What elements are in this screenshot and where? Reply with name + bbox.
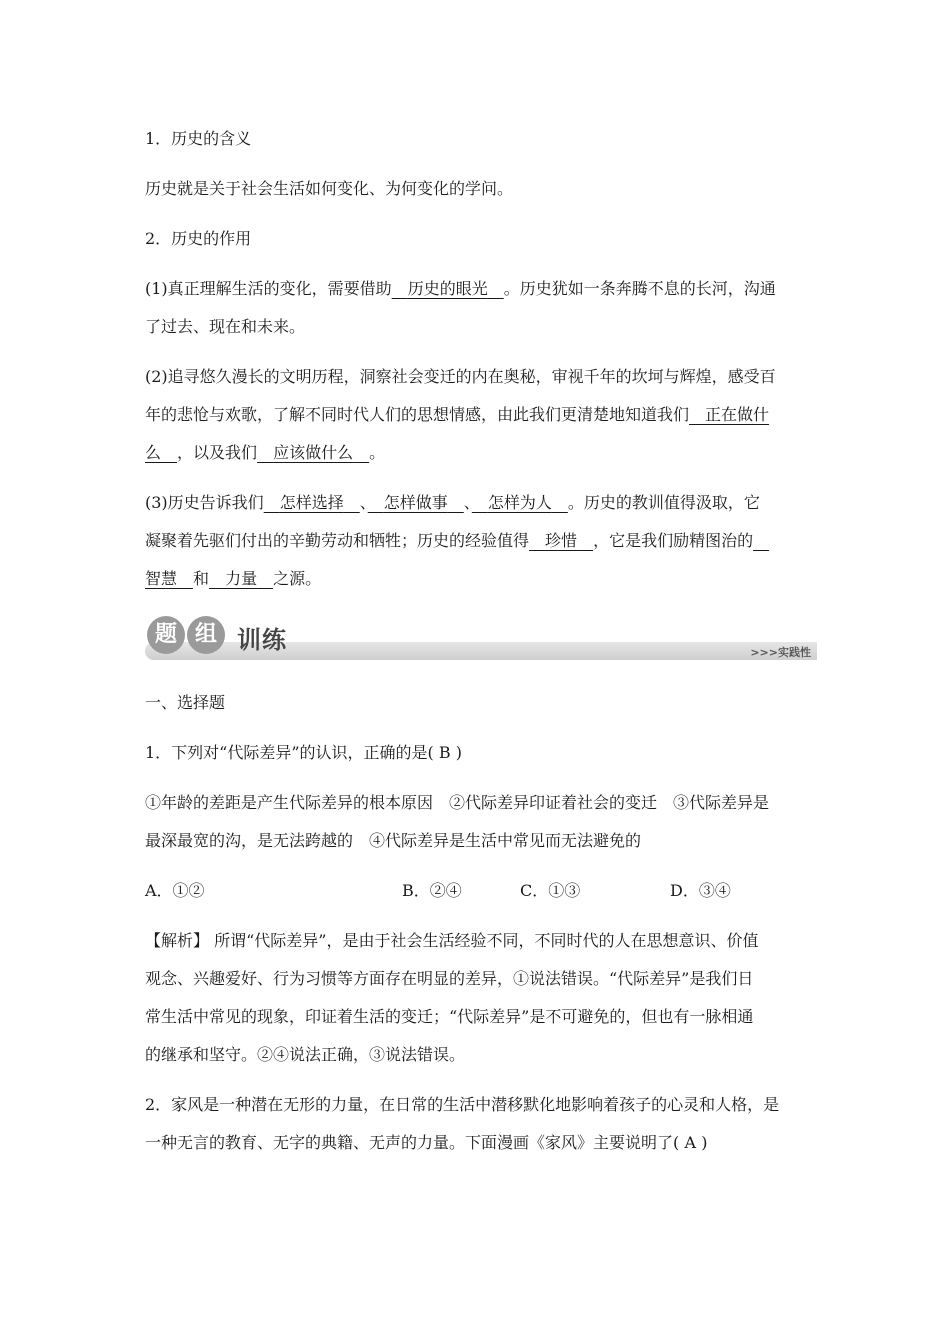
banner-title: 训练: [237, 626, 287, 654]
blank-answer: 智慧: [145, 569, 178, 588]
paragraph-history-definition: 历史就是关于社会生活如何变化、为何变化的学问。: [145, 179, 514, 198]
section-heading-choice: 一、选择题: [145, 693, 226, 712]
text: ，它是我们励精图治的: [593, 531, 754, 550]
blank-answer: 么: [145, 443, 162, 462]
banner-circle-2: 组: [187, 616, 225, 654]
text: 。: [369, 443, 386, 462]
fill-blank: [264, 493, 360, 512]
explanation-line-1: 【解析】 所谓“代际差异”，是由于社会生活经验不同，不同时代的人在思想意识、价值: [145, 931, 759, 950]
fill-blank: [145, 569, 193, 588]
text: (3)历史告诉我们: [145, 493, 264, 512]
text: 、: [463, 493, 472, 512]
answer-mark: A: [684, 1133, 697, 1152]
text: 1．下列对“代际差异”的认识，正确的是(: [145, 743, 434, 762]
banner-tag: >>>实践性: [750, 646, 811, 659]
text: 。历史犹如一条奔腾不息的长河，沟通: [503, 279, 776, 298]
explanation-line-2: 观念、兴趣爱好、行为习惯等方面存在明显的差异，①说法错误。“代际差异”是我们日: [145, 969, 754, 988]
blank-answer: 历史的眼光: [407, 279, 488, 298]
fill-blank: [145, 443, 177, 462]
blank-answer: 正在做什: [705, 405, 770, 424]
question-2-line-2: [145, 1132, 708, 1154]
paragraph-role-1-line-1: [145, 278, 776, 300]
text: 和: [193, 569, 210, 588]
question-1-statements-line-2: 最深最宽的沟，是无法跨越的 ④代际差异是生活中常见而无法避免的: [145, 831, 642, 850]
paragraph-role-2-line-3: [145, 442, 385, 464]
banner-circle-1: 题: [147, 616, 185, 654]
paragraph-role-2-line-1: (2)追寻悠久漫长的文明历程，洞察社会变迁的内在奥秘，审视千年的坎坷与辉煌，感受百: [145, 367, 776, 386]
text: ，以及我们: [177, 443, 258, 462]
fill-blank: [689, 405, 769, 424]
choice-b: B．②④: [402, 881, 462, 900]
text: 年的悲怆与欢歌，了解不同时代人们的思想情感，由此我们更清楚地知道我们: [145, 405, 690, 424]
blank-answer: 怎样为人: [487, 493, 552, 512]
answer-mark: B: [438, 743, 451, 762]
paragraph-role-3-line-3: [145, 568, 321, 590]
blank-answer: 怎样选择: [279, 493, 344, 512]
text: 之源。: [273, 569, 322, 588]
paragraph-role-2-line-2: [145, 404, 769, 426]
text: 。历史的教训值得汲取，它: [567, 493, 760, 512]
paragraph-role-3-line-1: [145, 492, 760, 514]
choice-c: C．①③: [520, 881, 581, 900]
question-2-line-1: 2．家风是一种潜在无形的力量，在日常的生活中潜移默化地影响着孩子的心灵和人格，是: [145, 1095, 780, 1114]
fill-blank: [368, 493, 464, 512]
paragraph-role-1-line-2: 了过去、现在和未来。: [145, 317, 306, 336]
blank-answer: 应该做什么: [273, 443, 354, 462]
fill-blank: [529, 531, 593, 550]
fill-blank: [753, 531, 769, 550]
fill-blank: [472, 493, 568, 512]
text: 、: [359, 493, 368, 512]
blank-answer: 珍惜: [545, 531, 578, 550]
paragraph-role-3-line-2: [145, 530, 769, 552]
blank-answer: 力量: [225, 569, 258, 588]
blank-answer: 怎样做事: [383, 493, 448, 512]
section-banner: [145, 614, 817, 664]
question-1-stem: [145, 742, 462, 764]
text: 一种无言的教育、无字的典籍、无声的力量。下面漫画《家风》主要说明了(: [145, 1133, 680, 1152]
choice-d: D．③④: [670, 881, 731, 900]
question-1-statements-line-1: ①年龄的差距是产生代际差异的根本原因 ②代际差异印证着社会的变迁 ③代际差异是: [145, 793, 770, 812]
fill-blank: [392, 279, 504, 298]
explanation-line-4: 的继承和坚守。②④说法正确，③说法错误。: [145, 1045, 466, 1064]
fill-blank: [209, 569, 273, 588]
heading-history-role: 2．历史的作用: [145, 229, 252, 248]
fill-blank: [257, 443, 369, 462]
choice-a: A．①②: [145, 881, 205, 900]
explanation-line-3: 常生活中常见的现象，印证着生活的变迁；“代际差异”是不可避免的，但也有一脉相通: [145, 1007, 754, 1026]
text: 凝聚着先驱们付出的辛勤劳动和牺牲；历史的经验值得: [145, 531, 530, 550]
heading-history-meaning: 1．历史的含义: [145, 129, 252, 148]
text: (1)真正理解生活的变化，需要借助: [145, 279, 392, 298]
text: ): [701, 1133, 708, 1152]
text: ): [455, 743, 463, 762]
